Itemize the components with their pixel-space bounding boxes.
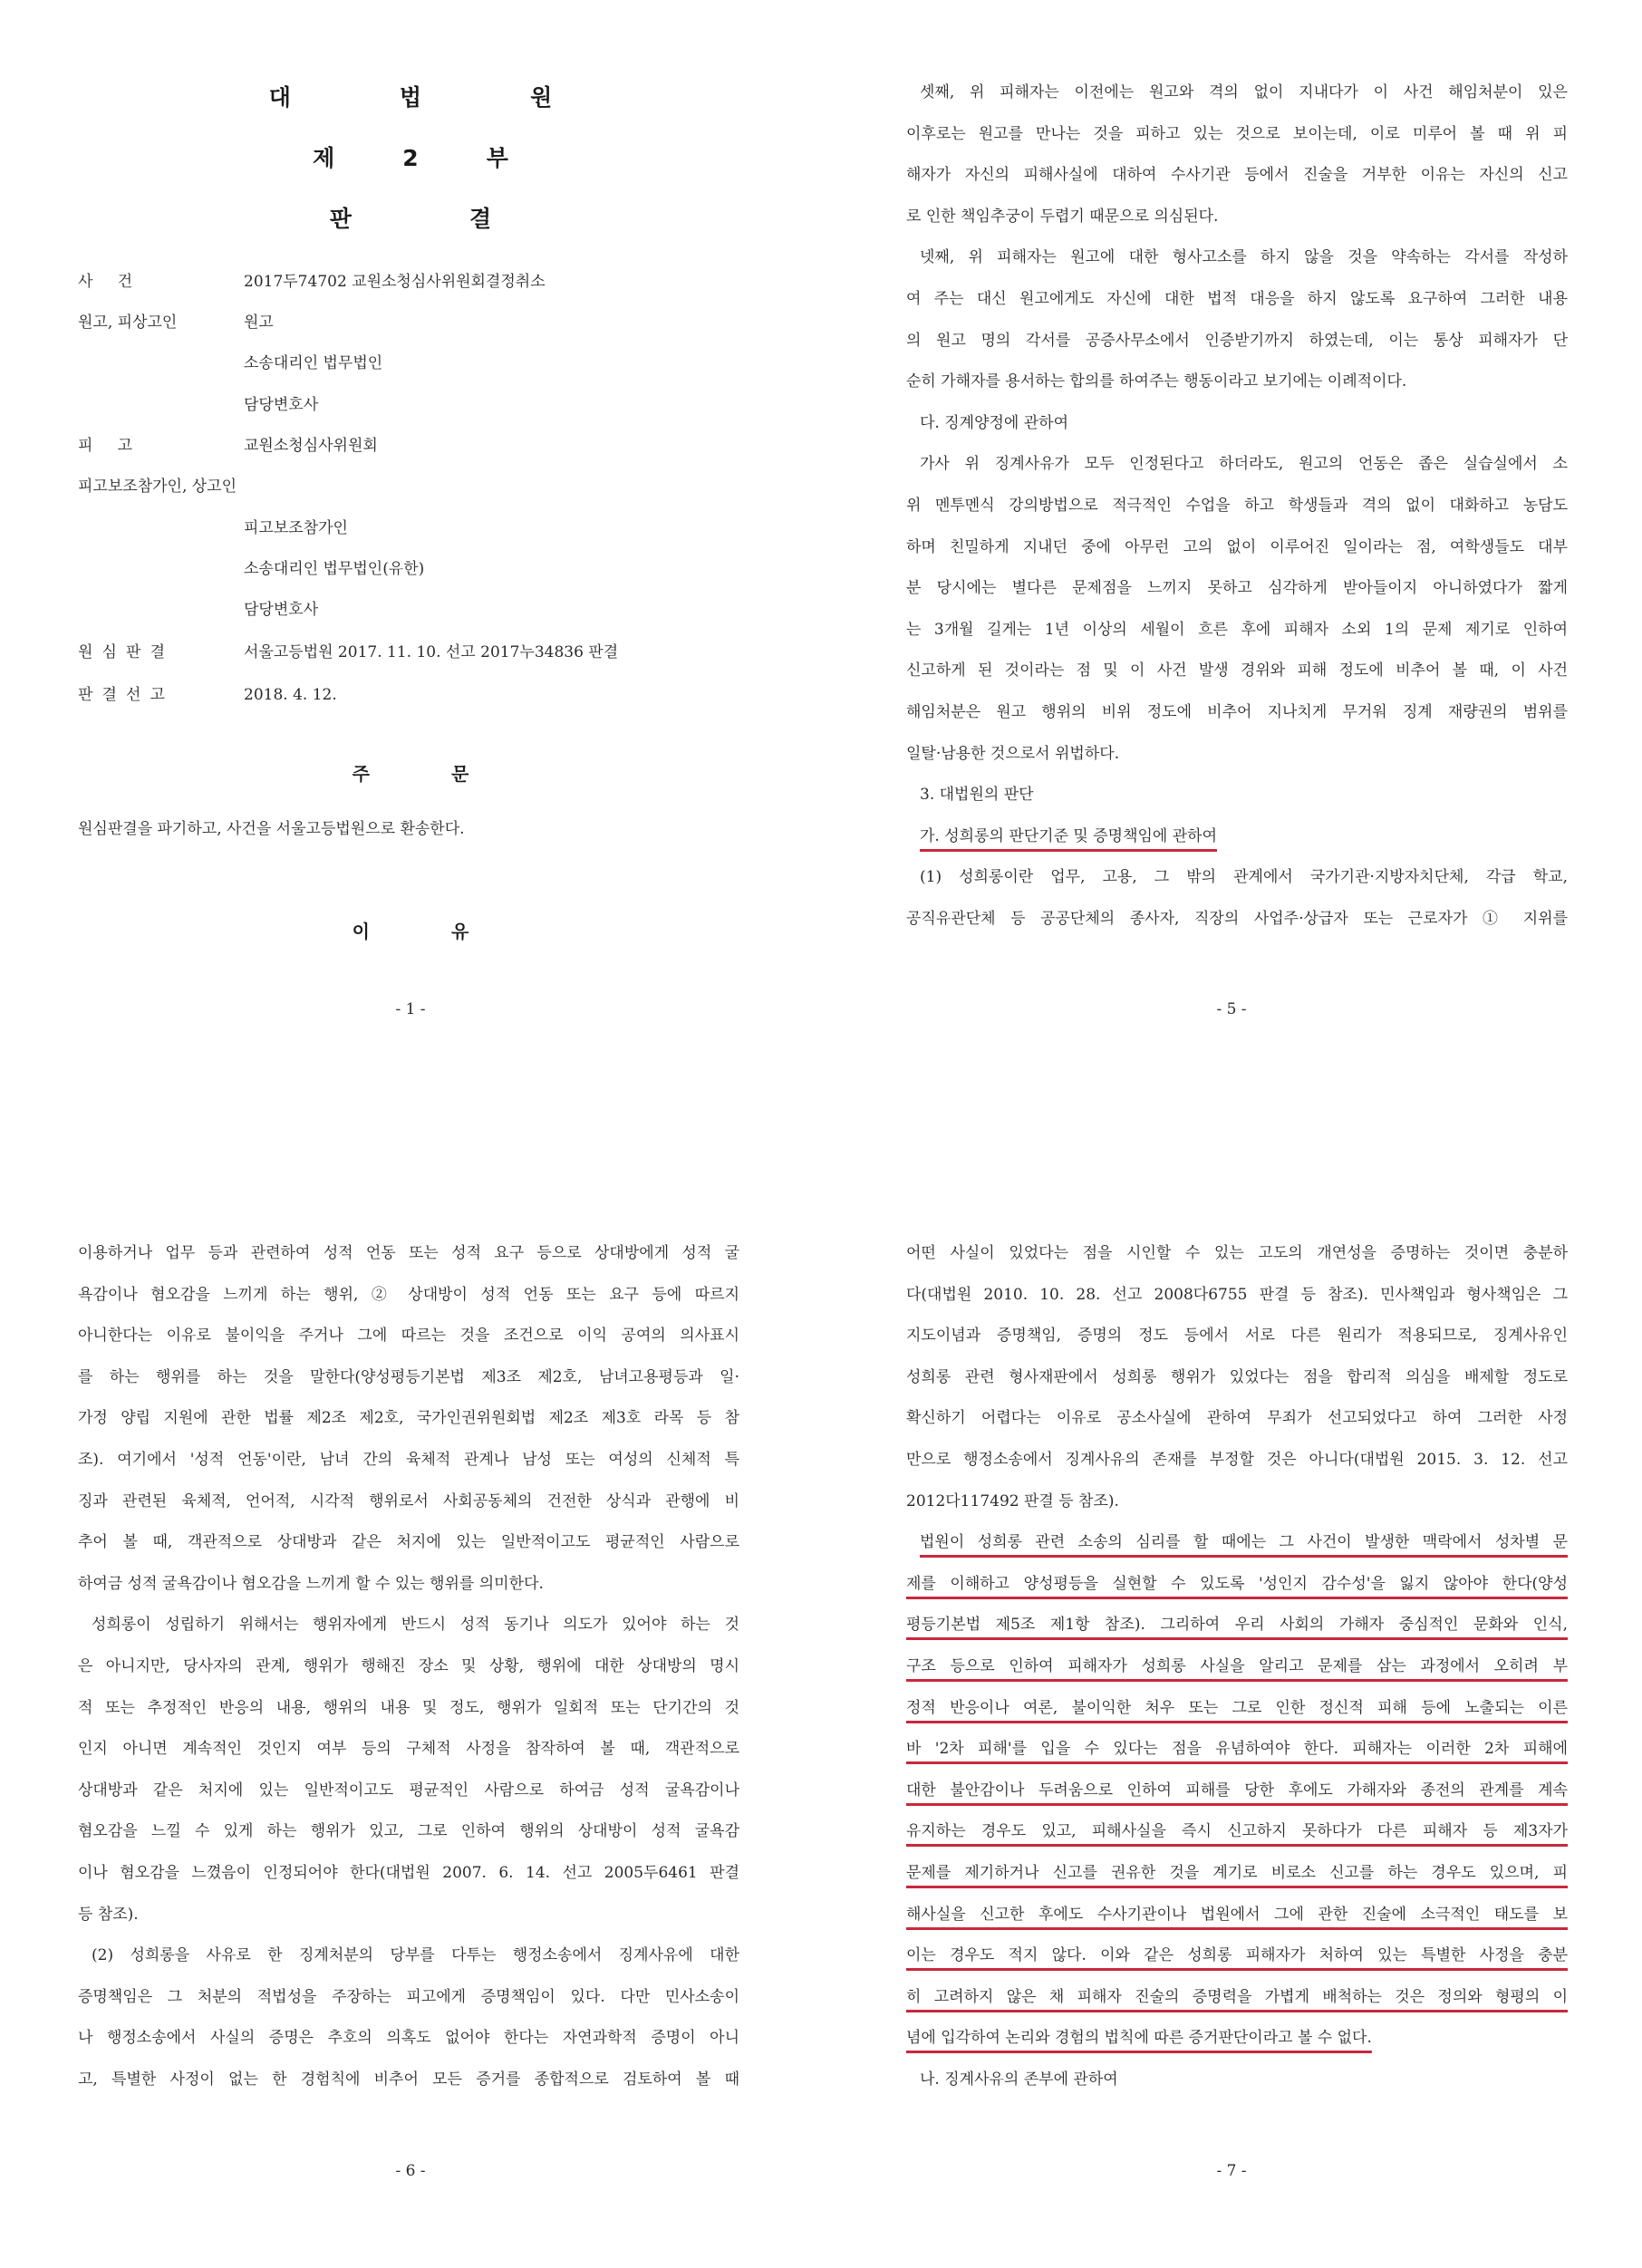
text-line	[78, 2060, 739, 2101]
text-line	[78, 1316, 739, 1357]
text-line	[906, 1357, 1568, 1399]
case-info-label: 피 고	[78, 437, 132, 455]
page-6	[0, 1161, 821, 2268]
line-text: 해사실을 신고한 후에도 수사기관이나 법원에서 그에 관한 진술에 소극적인 태도를 보	[906, 1905, 1568, 1924]
line-text: 혐오감을 느낄 수 있게 하는 행위가 있고, 그로 인하여 행위의 상대방이 성적 굴욕감	[78, 1822, 739, 1841]
line-text: 해임처분은 원고 행위의 비위 정도에 비추어 지나치게 무거워 징계 재량권의 범위를	[906, 702, 1568, 721]
line-text: 순히 가해자를 용서하는 합의를 하여주는 행동이라고 보기에는 이례적이다.	[906, 372, 1407, 391]
line-text: (1) 성희롱이란 업무, 고용, 그 밖의 관계에서 국가기관·지방자치단체, 각급 학교,	[920, 868, 1568, 887]
judgment-heading	[0, 201, 821, 234]
case-info-value: 피고보조참가인	[244, 519, 348, 537]
case-info-value: 담당변호사	[244, 601, 319, 619]
line-text: 해자가 자신의 피해사실에 대하여 수사기관 등에서 진술을 거부한 이유는 자신의 신고	[906, 166, 1568, 185]
line-text: 넷째, 위 피해자는 원고에 대한 형사고소를 하지 않을 것을 약속하는 각서를 작성하	[920, 248, 1568, 267]
line-text: 로 인한 책임추궁이 두렵기 때문으로 의심된다.	[906, 207, 1219, 226]
text-line	[78, 1646, 739, 1688]
underlined-text-line	[906, 1688, 1568, 1730]
text-line	[906, 403, 1568, 445]
line-text: 평등기본법 제5조 제1항 참조). 그리하여 우리 사회의 가해자 중심적인 문화와 인식,	[906, 1616, 1568, 1635]
line-text: 나 행정소송에서 사실의 증명은 추호의 의혹도 없어야 한다는 자연과학적 증명이 아니	[78, 2029, 739, 2048]
line-text: 지도이념과 증명책임, 증명의 정도 등에서 서로 다른 원리가 적용되므로, 징계사유인	[906, 1327, 1568, 1346]
reason-heading	[0, 917, 821, 943]
line-text: 하며 친밀하게 지내던 중에 아무런 고의 없이 이루어진 일이라는 점, 여학생들도 대부	[906, 537, 1568, 556]
line-text: 나. 징계사유의 존부에 관하여	[920, 2070, 1118, 2089]
line-text: 이는 경우도 적지 않다. 이와 같은 성희롱 피해자가 처하여 있는 특별한 사정을 충분	[906, 1946, 1568, 1965]
case-info-value: 소송대리인 법무법인(유한)	[244, 560, 425, 578]
text-line	[78, 1688, 739, 1730]
line-text: 신고하게 된 것이라는 점 및 이 사건 발생 경위와 피해 정도에 비추어 볼 때, 이 사건	[906, 661, 1568, 680]
line-text: 대한 불안감이나 두려움으로 인하여 피해를 당한 후에도 가해자와 종전의 관계를 계속	[906, 1781, 1568, 1800]
heading-char: 유	[451, 921, 469, 942]
text-line	[906, 486, 1568, 527]
line-text: 위 멘투멘식 강의방법으로 적극적인 수업을 하고 학생들과 격의 없이 대화하고 농담도	[906, 496, 1568, 515]
line-text: 만으로 행정소송에서 징계사유의 존재를 부정할 것은 아니다(대법원 2015. 3. 12. 선고	[906, 1450, 1568, 1469]
line-text: 적 또는 추정적인 반응의 내용, 행위의 내용 및 정도, 행위가 일회적 또는 단기간의 것	[78, 1698, 739, 1717]
line-text: 아니한다는 이유로 불이익을 주거나 그에 따르는 것을 조건으로 이익 공여의 의사표시	[78, 1327, 739, 1346]
line-text: 구조 등으로 인하여 피해자가 성희롱 사실을 알리고 문제를 삼는 과정에서 오히려 부	[906, 1656, 1568, 1675]
text-line	[78, 2018, 739, 2060]
text-line	[78, 1522, 739, 1564]
page-body	[906, 1233, 1568, 2100]
text-line	[906, 362, 1568, 403]
line-text: 이용하거나 업무 등과 관련하여 성적 언동 또는 성적 요구 등으로 상대방에게 성적 굴	[78, 1244, 739, 1262]
page-number: - 7 -	[1216, 2162, 1247, 2180]
text-line	[906, 568, 1568, 610]
text-line	[78, 1275, 739, 1317]
text-line	[78, 1233, 739, 1275]
line-text: 의 원고 명의 각서를 공증사무소에서 인증받기까지 하였는데, 이는 통상 피해자가 단	[906, 331, 1568, 350]
line-text: 2012다117492 판결 등 참조).	[906, 1491, 1119, 1510]
case-info-label: 원고, 피상고인	[78, 314, 178, 332]
text-line	[78, 1357, 739, 1399]
line-text: 상대방과 같은 처지에 있는 일반적이고도 평균적인 사람으로 하여금 성적 굴욕감이나	[78, 1781, 739, 1800]
page-1	[0, 0, 821, 1107]
case-info-value: 2017두74702 교원소청심사위원회결정취소	[244, 273, 546, 291]
page-number: - 1 -	[395, 1000, 426, 1018]
line-text: 고, 특별한 사정이 없는 한 경험칙에 비추어 모든 증거를 종합적으로 검토하여 볼 때	[78, 2070, 739, 2089]
heading-char: 원	[530, 84, 553, 111]
line-text: 인지 아니면 계속적인 것인지 여부 등의 구체적 사정을 참작하여 볼 때, 객관적으로	[78, 1740, 739, 1759]
line-text: 일탈·남용한 것으로서 위법하다.	[906, 744, 1120, 763]
text-line	[906, 651, 1568, 692]
text-line	[906, 197, 1568, 238]
line-text: 하여금 성적 굴욕감이나 혐오감을 느끼게 할 수 있는 행위를 의미한다.	[78, 1574, 544, 1593]
case-info-label: 원 심 판 결	[78, 643, 165, 661]
court-name-heading	[0, 80, 821, 112]
text-line	[906, 775, 1568, 816]
text-line	[906, 444, 1568, 486]
text-line	[78, 1481, 739, 1523]
heading-char: 문	[451, 763, 469, 785]
case-info-label: 사 건	[78, 273, 132, 291]
line-text: 분 당시에는 별다른 문제점을 느끼지 못하고 심각하게 받아들이지 아니하였다가 짧게	[906, 579, 1568, 598]
text-line	[906, 857, 1568, 899]
line-text: 정적 반응이나 여론, 불이익한 처우 또는 그로 인한 정신적 피해 등에 노출되는 이른	[906, 1698, 1568, 1717]
page-number: - 5 -	[1216, 1000, 1247, 1018]
order-heading	[0, 759, 821, 786]
text-line	[906, 1233, 1568, 1275]
text-line	[78, 1605, 739, 1646]
line-text: 어떤 사실이 있었다는 점을 시인할 수 있는 고도의 개연성을 증명하는 것이면 충분하	[906, 1244, 1568, 1262]
text-line	[906, 114, 1568, 156]
text-line	[78, 1729, 739, 1771]
line-text: 조). 여기에서 '성적 언동'이란, 남녀 간의 육체적 관계나 남성 또는 여성의 신체적 특	[78, 1450, 739, 1469]
text-line	[78, 1977, 739, 2019]
line-text: 공직유관단체 등 공공단체의 종사자, 직장의 사업주·상급자 또는 근로자가 ① 지위를	[906, 909, 1568, 928]
text-line	[906, 237, 1568, 279]
text-line	[78, 1895, 739, 1936]
line-text: 제를 이해하고 양성평등을 실현할 수 있도록 '성인지 감수성'을 잃지 않아야 한다(양성	[906, 1574, 1568, 1593]
page-body	[78, 1233, 739, 2100]
case-info-label: 판 결 선 고	[78, 686, 165, 704]
line-text: 가정 양립 지원에 관한 법률 제2조 제2호, 국가인권위원회법 제2조 제3호 라목 등 참	[78, 1409, 739, 1428]
text-line	[78, 1771, 739, 1812]
page-body	[906, 72, 1568, 940]
heading-char: 결	[469, 206, 492, 232]
heading-char: 법	[399, 84, 422, 111]
underlined-text-line	[906, 1522, 1568, 1564]
text-line	[906, 1398, 1568, 1440]
text-line	[906, 1275, 1568, 1317]
heading-char: 이	[352, 921, 370, 942]
text-line	[78, 1564, 739, 1606]
line-text: 여 주는 대신 원고에게도 자신에 대한 법적 대응을 하지 않도록 요구하여 그러한 내용	[906, 289, 1568, 308]
text-line	[78, 1853, 739, 1895]
text-line	[906, 1440, 1568, 1481]
text-line	[906, 734, 1568, 776]
text-line	[906, 527, 1568, 569]
case-info-value: 원고	[244, 314, 274, 332]
line-text: 다(대법원 2010. 10. 28. 선고 2008다6755 판결 등 참조). 민사책임과 형사책임은 그	[906, 1285, 1568, 1304]
text-line	[906, 1481, 1568, 1523]
case-info-value: 소송대리인 법무법인	[244, 354, 383, 372]
line-text: 념에 입각하여 논리와 경험의 법칙에 따른 증거판단이라고 볼 수 없다.	[906, 2029, 1372, 2048]
heading-char: 대	[268, 84, 291, 111]
line-text: 징과 관련된 육체적, 언어적, 시각적 행위로서 사회공동체의 건전한 상식과 관행에 비	[78, 1491, 739, 1510]
case-info-value: 교원소청심사위원회	[244, 437, 378, 455]
underlined-text-line	[906, 1564, 1568, 1606]
text-line	[906, 279, 1568, 321]
line-text: 이나 혐오감을 느꼈음이 인정되어야 한다(대법원 2007. 6. 14. 선고 2005두6461 판결	[78, 1863, 739, 1882]
line-text: 가. 성희롱의 판단기준 및 증명책임에 관하여	[920, 826, 1218, 845]
underlined-text-line	[906, 1729, 1568, 1771]
line-text: 이후로는 원고를 만나는 것을 피하고 있는 것으로 보이는데, 이로 미루어 볼 때 위 피	[906, 124, 1568, 143]
underlined-text-line	[906, 1771, 1568, 1812]
page-5	[821, 0, 1642, 1107]
underlined-text-line	[906, 1895, 1568, 1936]
underlined-text-line	[906, 1977, 1568, 2019]
text-line	[78, 1440, 739, 1481]
case-info-label: 피고보조참가인, 상고인	[78, 478, 237, 496]
text-line	[906, 72, 1568, 114]
line-text: 3. 대법원의 판단	[920, 786, 1034, 805]
line-text: 유지하는 경우도 있고, 피해사실을 즉시 신고하지 못하다가 다른 피해자 등 제3자가	[906, 1822, 1568, 1841]
line-text: 바 '2차 피해'를 입을 수 있다는 점을 유념하여야 한다. 피해자는 이러한 2차 피해에	[906, 1740, 1568, 1759]
text-line	[906, 610, 1568, 651]
line-text: 성희롱 관련 형사재판에서 성희롱 행위가 있었다는 점을 합리적 의심을 배제할 정도로	[906, 1367, 1568, 1386]
page-number: - 6 -	[395, 2162, 426, 2180]
text-line	[906, 899, 1568, 941]
order-text: 원심판결을 파기하고, 사건을 서울고등법원으로 환송한다.	[78, 820, 465, 838]
underlined-text-line	[906, 2018, 1568, 2060]
text-line	[78, 1398, 739, 1440]
heading-char: 제	[313, 145, 335, 171]
underlined-text-line	[906, 1853, 1568, 1895]
text-line	[78, 1811, 739, 1853]
heading-char: 부	[486, 145, 508, 171]
line-text: 문제를 제기하거나 신고를 권유한 것을 계기로 비로소 신고를 하는 경우도 있으며, 피	[906, 1863, 1568, 1882]
heading-char: 2	[402, 145, 419, 171]
heading-char: 주	[352, 763, 370, 785]
case-info-value: 2018. 4. 12.	[244, 686, 337, 704]
text-line	[906, 155, 1568, 197]
line-text: 법원이 성희롱 관련 소송의 심리를 할 때에는 그 사건이 발생한 맥락에서 성차별 문	[920, 1533, 1568, 1552]
line-text: 은 아니지만, 당사자의 관계, 행위가 행해진 장소 및 상황, 행위에 대한 상대방의 명시	[78, 1656, 739, 1675]
line-text: 확신하기 어렵다는 이유로 공소사실에 관하여 무죄가 선고되었다고 하여 그러한 사정	[906, 1409, 1568, 1428]
line-text: 욕감이나 혐오감을 느끼게 하는 행위, ② 상대방이 성적 언동 또는 요구 등에 따르지	[78, 1285, 739, 1304]
page-7	[821, 1161, 1642, 2268]
underlined-text-line	[906, 816, 1568, 858]
line-text: 는 3개월 길게는 1년 이상의 세월이 흐른 후에 피해자 소외 1의 문제 제기로 인하여	[906, 620, 1568, 639]
heading-char: 판	[329, 206, 352, 232]
text-line	[906, 2060, 1568, 2101]
text-line	[78, 1935, 739, 1977]
underlined-text-line	[906, 1646, 1568, 1688]
case-info-value: 담당변호사	[244, 396, 319, 414]
underlined-text-line	[906, 1811, 1568, 1853]
line-text: 히 고려하지 않은 채 피해자 진술의 증명력을 가볍게 배척하는 것은 정의와 형평의 이	[906, 1987, 1568, 2006]
underlined-text-line	[906, 1935, 1568, 1977]
line-text: 를 하는 행위를 하는 것을 말한다(양성평등기본법 제3조 제2호, 남녀고용평등과 일·	[78, 1367, 739, 1386]
text-line	[906, 1316, 1568, 1357]
line-text: 성희롱이 성립하기 위해서는 행위자에게 반드시 성적 동기나 의도가 있어야 하는 것	[92, 1616, 739, 1635]
line-text: 다. 징계양정에 관하여	[920, 413, 1069, 432]
line-text: 등 참조).	[78, 1905, 139, 1924]
text-line	[906, 692, 1568, 734]
underlined-text-line	[906, 1605, 1568, 1646]
line-text: 셋째, 위 피해자는 이전에는 원고와 격의 없이 지내다가 이 사건 해임처분이 있은	[920, 83, 1568, 101]
line-text: (2) 성희롱을 사유로 한 징계처분의 당부를 다투는 행정소송에서 징계사유에 대한	[92, 1946, 739, 1965]
division-heading	[0, 140, 821, 173]
line-text: 추어 볼 때, 객관적으로 상대방과 같은 처지에 있는 일반적이고도 평균적인 사람으로	[78, 1533, 739, 1552]
line-text: 가사 위 징계사유가 모두 인정된다고 하더라도, 원고의 언동은 좁은 실습실에서 소	[920, 455, 1568, 474]
text-line	[906, 321, 1568, 362]
case-info-value: 서울고등법원 2017. 11. 10. 선고 2017누34836 판결	[244, 643, 619, 661]
line-text: 증명책임은 그 처분의 적법성을 주장하는 피고에게 증명책임이 있다. 다만 민사소송이	[78, 1987, 739, 2006]
